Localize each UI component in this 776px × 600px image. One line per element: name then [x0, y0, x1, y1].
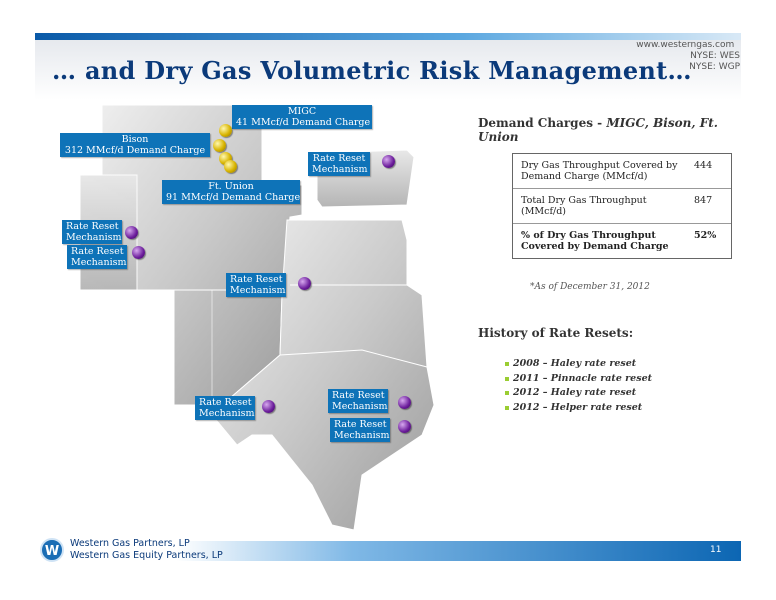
rate-reset-label: Rate Reset — [312, 153, 366, 164]
history-list — [505, 358, 652, 416]
callout-ftunion — [162, 180, 300, 204]
callout-rate-reset-west-texas — [195, 396, 255, 420]
marker-bison-1 — [213, 139, 226, 152]
list-item: 2012 – Helper rate reset — [505, 402, 652, 417]
table-row — [513, 224, 731, 258]
mechanism-label: Mechanism — [199, 408, 255, 419]
callout-ftunion-detail: 91 MMcf/d Demand Charge — [166, 192, 301, 203]
callout-migc — [232, 105, 372, 129]
rate-reset-label: Rate Reset — [334, 419, 387, 430]
mechanism-label: Mechanism — [312, 164, 368, 175]
list-item: 2012 – Haley rate reset — [505, 387, 652, 402]
callout-rate-reset-utah-1 — [62, 220, 122, 244]
marker-migc — [219, 124, 232, 137]
rate-reset-label: Rate Reset — [230, 274, 283, 285]
callout-rate-reset-east-texas-2 — [330, 418, 390, 442]
table-cell-value: 444 — [694, 160, 713, 171]
demand-charges-heading-italic: MIGC, Bison, Ft. Union — [478, 116, 718, 144]
table-cell-value: 52% — [694, 230, 717, 241]
table-cell-label: Dry Gas Throughput Covered by Demand Charge (MMcf/d) — [521, 160, 678, 182]
table-row — [513, 189, 731, 224]
map-graphic — [62, 105, 442, 535]
marker-rate-reset-east-texas-1 — [398, 396, 411, 409]
table-cell-label: % of Dry Gas Throughput Covered by Demand Charge — [521, 230, 669, 252]
callout-rate-reset-utah-2 — [67, 245, 127, 269]
list-item: 2008 – Haley rate reset — [505, 358, 652, 373]
callout-rate-reset-east-texas-1 — [328, 389, 388, 413]
page-number: 11 — [710, 545, 722, 555]
rate-reset-label: Rate Reset — [199, 397, 252, 408]
table-cell-value: 847 — [694, 195, 713, 206]
marker-rate-reset-west-texas — [262, 400, 275, 413]
ticker-wgp: NYSE: WGP — [689, 62, 740, 72]
mechanism-label: Mechanism — [230, 285, 286, 296]
mechanism-label: Mechanism — [332, 401, 388, 412]
callout-migc-name: MIGC — [287, 106, 317, 117]
header-accent-bar — [35, 33, 741, 40]
callout-bison-name: Bison — [121, 134, 149, 145]
ticker-wes: NYSE: WES — [690, 51, 740, 61]
rate-reset-label: Rate Reset — [71, 246, 124, 257]
as-of-note: *As of December 31, 2012 — [530, 282, 650, 292]
callout-rate-reset-kansas — [226, 273, 286, 297]
page-title: … and Dry Gas Volumetric Risk Management… — [52, 56, 692, 85]
mechanism-label: Mechanism — [71, 257, 127, 268]
demand-charges-heading-text: Demand Charges - — [478, 116, 603, 130]
marker-rate-reset-utah-2 — [132, 246, 145, 259]
callout-rate-reset-pennsylvania — [308, 152, 370, 176]
callout-migc-detail: 41 MMcf/d Demand Charge — [236, 117, 371, 128]
website-link[interactable]: www.westerngas.com — [636, 40, 735, 50]
company-name-wgp: Western Gas Equity Partners, LP — [70, 550, 223, 561]
table-cell-label: Total Dry Gas Throughput (MMcf/d) — [521, 195, 647, 217]
callout-bison — [60, 133, 210, 157]
marker-rate-reset-east-texas-2 — [398, 420, 411, 433]
rate-reset-label: Rate Reset — [332, 390, 385, 401]
marker-ftunion — [224, 160, 237, 173]
callout-ftunion-name: Ft. Union — [208, 181, 254, 192]
list-item: 2011 – Pinnacle rate reset — [505, 373, 652, 388]
mechanism-label: Mechanism — [334, 430, 390, 441]
demand-charges-table — [512, 153, 732, 259]
company-name-wes: Western Gas Partners, LP — [70, 538, 190, 549]
callout-bison-detail: 312 MMcf/d Demand Charge — [64, 145, 206, 156]
mechanism-label: Mechanism — [66, 232, 122, 243]
rate-reset-label: Rate Reset — [66, 221, 119, 232]
footer-company-names — [70, 538, 223, 562]
table-row — [513, 154, 731, 189]
company-logo: W — [40, 538, 64, 562]
marker-rate-reset-pennsylvania — [382, 155, 395, 168]
marker-rate-reset-utah-1 — [125, 226, 138, 239]
history-heading: History of Rate Resets: — [478, 326, 634, 340]
demand-charges-heading — [478, 116, 728, 144]
marker-rate-reset-kansas — [298, 277, 311, 290]
